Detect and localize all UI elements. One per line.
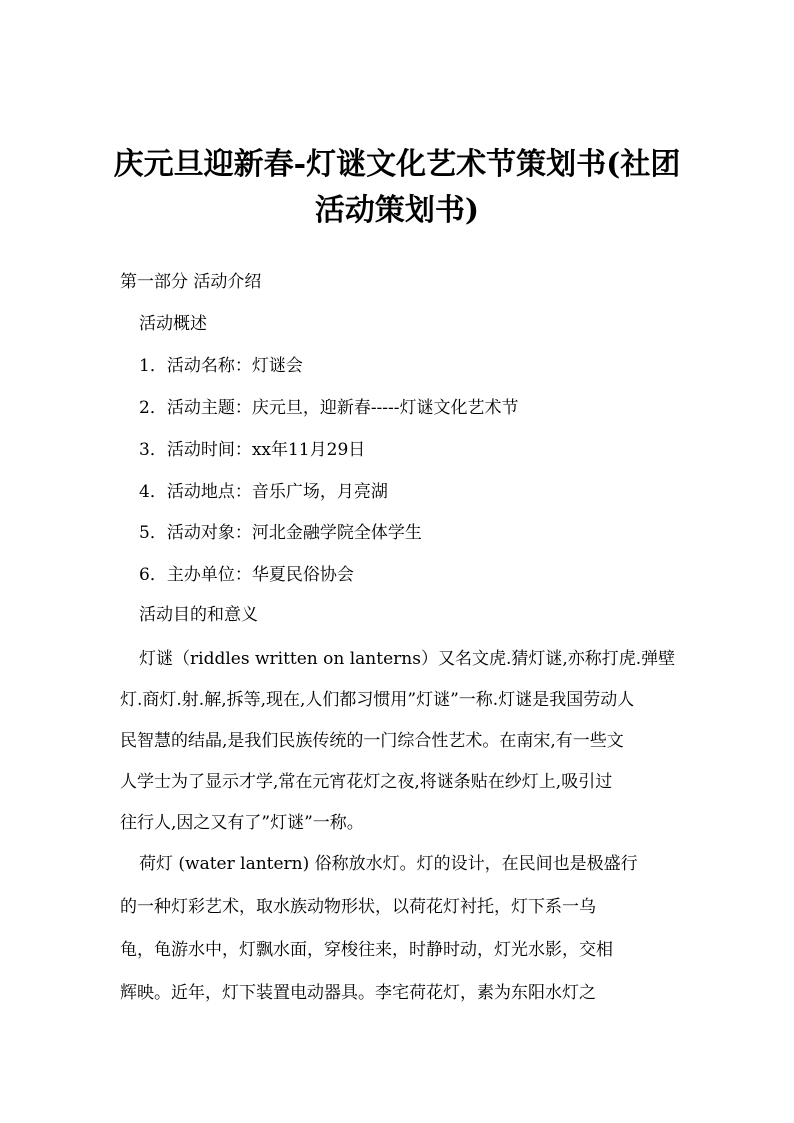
paragraph-line: 荷灯 (water lantern) 俗称放水灯。灯的设计，在民间也是极盛行 <box>139 854 638 874</box>
paragraph-line: 灯.商灯.射.解,拆等,现在,人们都习惯用”灯谜”一称.灯谜是我国劳动人 <box>120 690 635 710</box>
list-item: 6．主办单位：华夏民俗协会 <box>139 565 354 585</box>
section-heading: 第一部分 活动介绍 <box>120 272 262 292</box>
paragraph-line: 的一种灯彩艺术，取水族动物形状，以荷花灯衬托，灯下系一乌 <box>120 897 596 917</box>
paragraph-line: 民智慧的结晶,是我们民族传统的一门综合性艺术。在南宋,有一些文 <box>120 731 624 751</box>
paragraph-line: 往行人,因之又有了”灯谜”一称。 <box>120 813 364 833</box>
list-item: 4．活动地点：音乐广场，月亮湖 <box>139 482 388 502</box>
overview-heading: 活动概述 <box>139 314 207 334</box>
paragraph-line: 龟，龟游水中，灯飘水面，穿梭往来，时静时动，灯光水影，交相 <box>120 940 613 960</box>
purpose-heading: 活动目的和意义 <box>139 605 258 625</box>
list-item: 5．活动对象：河北金融学院全体学生 <box>139 523 422 543</box>
list-item: 2．活动主题：庆元旦，迎新春-----灯谜文化艺术节 <box>139 398 519 418</box>
list-item: 1．活动名称：灯谜会 <box>139 356 303 376</box>
paragraph-line: 人学士为了显示才学,常在元宵花灯之夜,将谜条贴在纱灯上,吸引过 <box>120 772 613 792</box>
title-line-2: 活动策划书) <box>314 193 480 228</box>
document-title <box>100 142 694 234</box>
list-item: 3．活动时间：xx年11月29日 <box>139 440 366 460</box>
paragraph-line: 灯谜（riddles written on lanterns）又名文虎.猜灯谜,亦称打虎.弹壁 <box>139 649 676 669</box>
paragraph-line: 辉映。近年，灯下装置电动器具。李宅荷花灯，素为东阳水灯之 <box>120 983 596 1003</box>
title-line-1: 庆元旦迎新春-灯谜文化艺术节策划书(社团 <box>113 147 681 182</box>
